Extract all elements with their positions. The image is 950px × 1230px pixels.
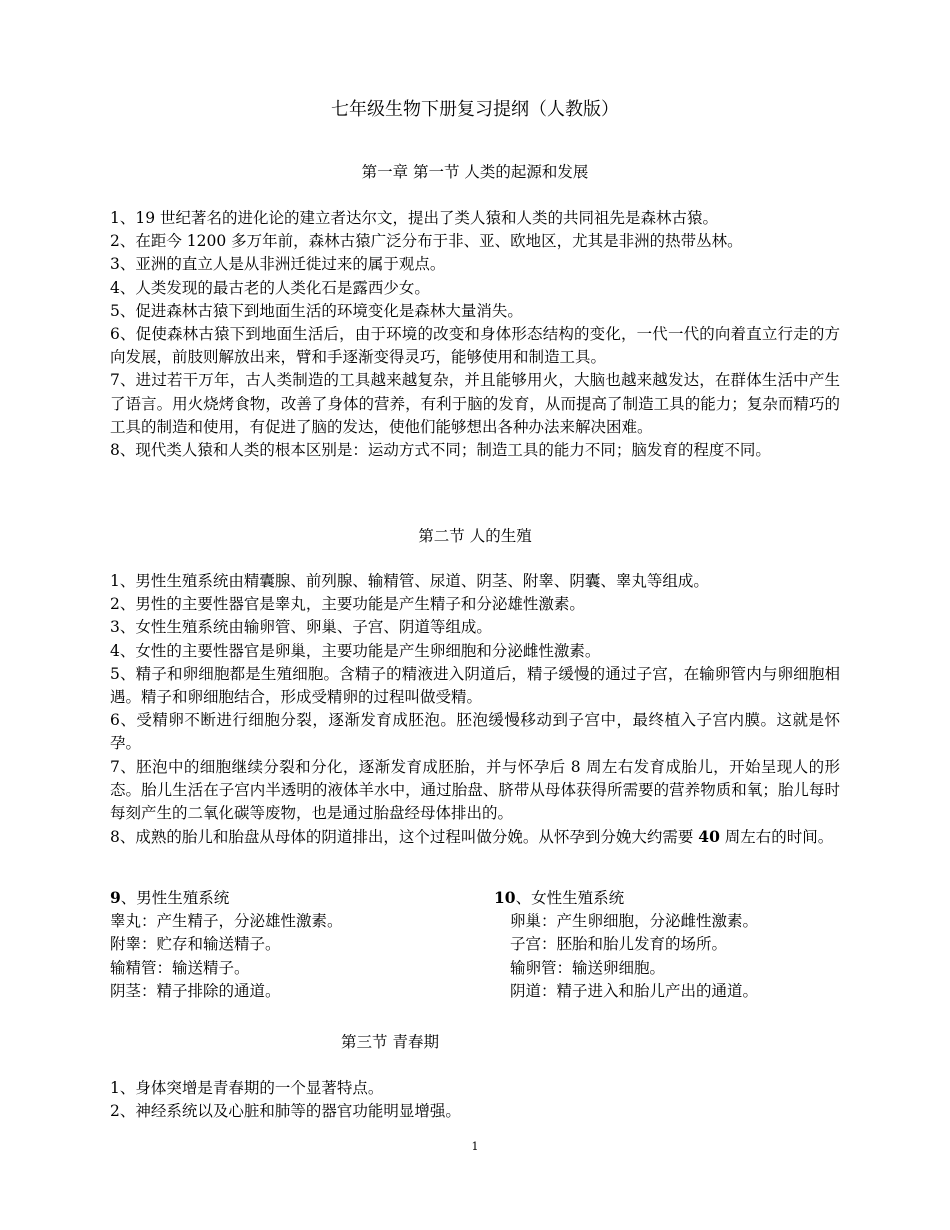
female-system-label: 、女性生殖系统 <box>515 889 625 907</box>
list-item: 6、促使森林古猿下到地面生活后，由于环境的改变和身体形态结构的变化，一代一代的向着直立行走的方向发展，前肢则解放出来，臂和手逐渐变得灵巧，能够使用和制造工具。 <box>110 325 840 367</box>
list-item: 2、神经系统以及心脏和肺等的器官功能明显增强。 <box>110 1102 461 1121</box>
list-item: 8、现代类人猿和人类的根本区别是：运动方式不同；制造工具的能力不同；脑发育的程度不同。 <box>110 441 771 460</box>
section-puberty-body <box>110 1077 840 1123</box>
female-organ-line: 输卵管：输送卵细胞。 <box>510 958 666 977</box>
male-system-label: 、男性生殖系统 <box>120 889 230 907</box>
list-item-birth <box>110 825 840 849</box>
male-organ-line: 附睾：贮存和输送精子。 <box>110 935 281 954</box>
female-organ-line: 阴道：精子进入和胎儿产出的通道。 <box>510 981 759 1000</box>
section-origin-body <box>110 207 840 462</box>
female-system-number: 10 <box>494 888 516 907</box>
page-number: 1 <box>471 1140 479 1153</box>
male-organ-line: 输精管：输送精子。 <box>110 958 250 977</box>
list-item: 1、19 世纪著名的进化论的建立者达尔文，提出了类人猿和人类的共同祖先是森林古猿。 <box>110 209 719 227</box>
section-heading-puberty: 第三节 青春期 <box>341 1033 439 1051</box>
male-system-heading <box>110 886 343 910</box>
birth-weeks-value: 40 <box>698 827 720 847</box>
list-item: 1、身体突增是青春期的一个显著特点。 <box>110 1079 384 1097</box>
list-item: 7、进过若干万年，古人类制造的工具越来越复杂，并且能够用火，大脑也越来越发达，在群体生活中产生了语言。用火烧烤食物，改善了身体的营养，有利于脑的发育，从而提高了制造工具的能力；复杂而精巧的工具的制造和使用，有促进了脑的发达，使他们能够想出各种办法来解决困难。 <box>110 371 840 436</box>
list-item: 5、精子和卵细胞都是生殖细胞。含精子的精液进入阴道后，精子缓慢的通过子宫，在输卵管内与卵细胞相遇。精子和卵细胞结合，形成受精卵的过程叫做受精。 <box>110 664 840 707</box>
section-heading-origin: 第一章 第一节 人类的起源和发展 <box>361 163 589 181</box>
female-organ-line: 卵巢：产生卵细胞，分泌雌性激素。 <box>510 912 759 931</box>
list-item: 4、人类发现的最古老的人类化石是露西少女。 <box>110 278 430 297</box>
list-item: 5、促进森林古猿下到地面生活的环境变化是森林大量消失。 <box>110 301 523 320</box>
birth-text-tail: 周左右的时间。 <box>719 828 834 847</box>
male-organ-line: 阴茎：精子排除的通道。 <box>110 981 281 1000</box>
list-item: 6、受精卵不断进行细胞分裂，逐渐发育成胚泡。胚泡缓慢移动到子宫中，最终植入子宫内膜。这就是怀孕。 <box>110 711 840 753</box>
list-item: 3、亚洲的直立人是从非洲迁徙过来的属于观点。 <box>110 255 446 274</box>
list-item: 2、在距今 1200 多万年前，森林古猿广泛分布于非、亚、欧地区，尤其是非洲的热带丛林。 <box>110 232 743 251</box>
section-heading-reproduction: 第二节 人的生殖 <box>418 527 532 545</box>
list-item: 1、男性生殖系统由精囊腺、前列腺、输精管、尿道、阴茎、附睾、阴囊、睾丸等组成。 <box>110 572 709 590</box>
list-item: 4、女性的主要性器官是卵巢，主要功能是产生卵细胞和分泌雌性激素。 <box>110 641 601 660</box>
section-reproduction-body <box>110 570 840 849</box>
list-item: 7、胚泡中的细胞继续分裂和分化，逐渐发育成胚胎，并与怀孕后 8 周左右发育成胎儿，开始呈现人的形态。胎儿生活在子宫内半透明的液体羊水中，通过胎盘、脐带从母体获得所需要的营养物质和氧；胎儿每时每刻产生的二氧化碳等废物，也是通过胎盘经母体排出的。 <box>110 757 840 823</box>
female-organ-line: 子宫：胚胎和胎儿发育的场所。 <box>510 935 728 954</box>
list-item: 2、男性的主要性器官是睾丸，主要功能是产生精子和分泌雄性激素。 <box>110 595 585 614</box>
birth-text: 8、成熟的胎儿和胎盘从母体的阴道排出，这个过程叫做分娩。从怀孕到分娩大约需要 <box>110 828 699 847</box>
document-title: 七年级生物下册复习提纲（人教版） <box>331 99 619 120</box>
list-item: 3、女性生殖系统由输卵管、卵巢、子宫、阴道等组成。 <box>110 618 492 637</box>
male-organ-line: 睾丸：产生精子，分泌雄性激素。 <box>110 912 343 931</box>
female-system-column <box>494 886 758 1003</box>
male-system-column <box>110 886 343 1003</box>
male-system-number: 9 <box>110 888 121 907</box>
female-system-heading <box>494 886 758 910</box>
